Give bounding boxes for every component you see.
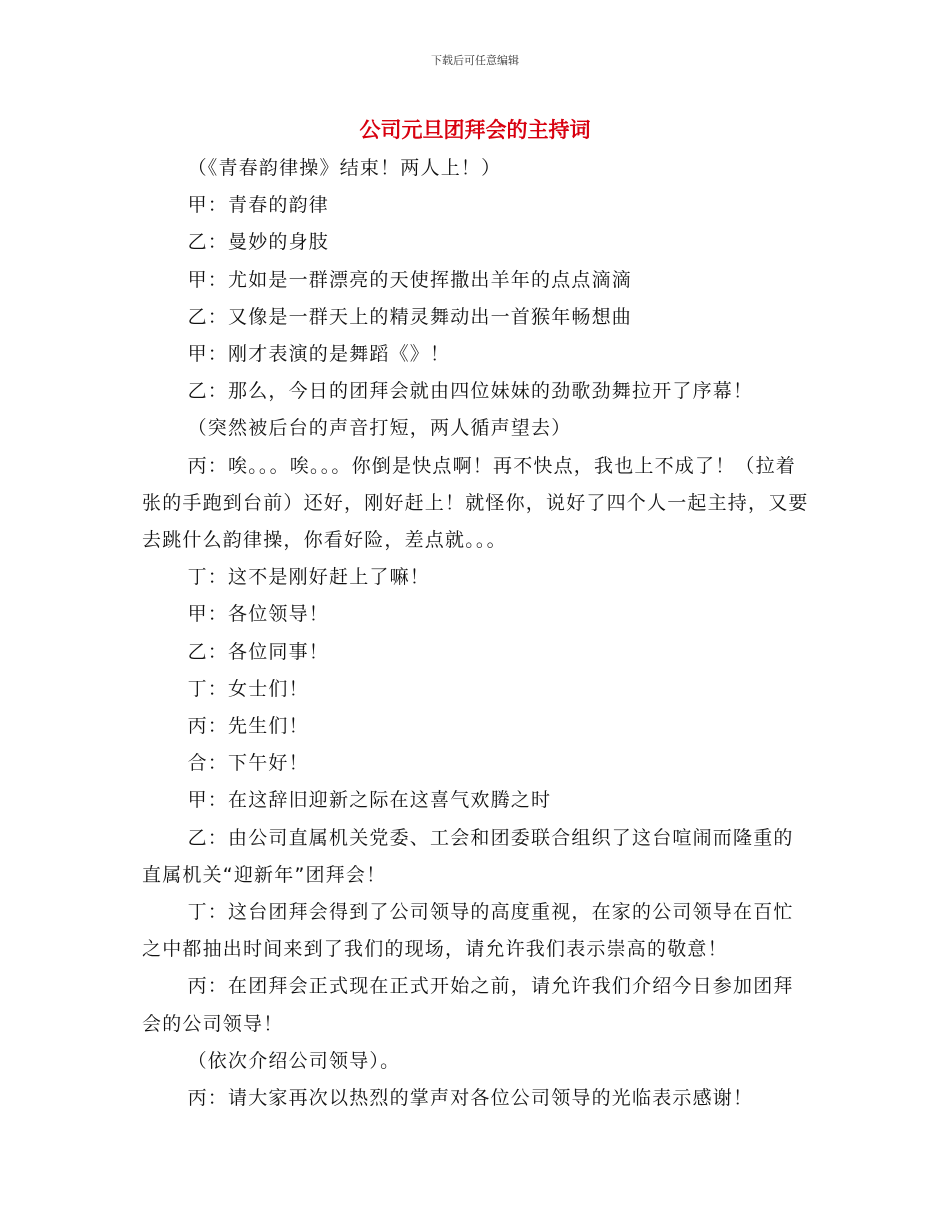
document-title: 公司元旦团拜会的主持词 xyxy=(359,118,591,142)
paragraph: （依次介绍公司领导）。 xyxy=(187,1049,401,1072)
paragraph: 丙：先生们！ xyxy=(187,715,309,738)
paragraph: 丙：唉。。。唉。。。你倒是快点啊！再不快点，我也上不成了！（拉着张的手跑到台前）还好，刚好赶上！就怪你，说好了四个人一起主持，又要去跳什么韵律操，你看好险，差点就。。。 xyxy=(142,454,809,552)
paragraph: （突然被后台的声音打短，两人循声望去） xyxy=(187,417,572,440)
paragraph: 乙：各位同事！ xyxy=(187,640,329,663)
paragraph: 乙：又像是一群天上的精灵舞动出一首猴年畅想曲 xyxy=(187,305,632,328)
paragraph: 丙：请大家再次以热烈的掌声对各位公司领导的光临表示感谢！ xyxy=(187,1087,754,1110)
paragraph: 甲：青春的韵律 xyxy=(187,194,329,217)
paragraph: 乙：由公司直属机关党委、工会和团委联合组织了这台喧闹而隆重的直属机关“迎新年”团拜会！ xyxy=(142,826,794,886)
paragraph: 丙：在团拜会正式现在正式开始之前，请允许我们介绍今日参加团拜会的公司领导！ xyxy=(142,975,794,1035)
paragraph: 甲：各位领导！ xyxy=(187,603,329,626)
paragraph: 乙：曼妙的身肢 xyxy=(187,231,329,254)
paragraph: （《青春韵律操》结束！两人上！） xyxy=(187,157,502,179)
document-body xyxy=(142,150,812,1117)
paragraph: 丁：这台团拜会得到了公司领导的高度重视，在家的公司领导在百忙之中都抽出时间来到了我们的现场，请允许我们表示崇高的敬意！ xyxy=(142,901,794,961)
paragraph: 丁：这不是刚好赶上了嘛！ xyxy=(187,566,430,589)
paragraph: 乙：那么，今日的团拜会就由四位妹妹的劲歌劲舞拉开了序幕！ xyxy=(187,380,754,403)
paragraph: 甲：在这辞旧迎新之际在这喜气欢腾之时 xyxy=(187,789,552,812)
paragraph: 甲：刚才表演的是舞蹈《》！ xyxy=(187,343,451,366)
paragraph: 丁：女士们！ xyxy=(187,677,309,700)
paragraph: 合：下午好！ xyxy=(187,752,309,775)
paragraph: 甲：尤如是一群漂亮的天使挥撒出羊年的点点滴滴 xyxy=(187,268,632,291)
page-header: 下载后可任意编辑 xyxy=(431,54,519,67)
